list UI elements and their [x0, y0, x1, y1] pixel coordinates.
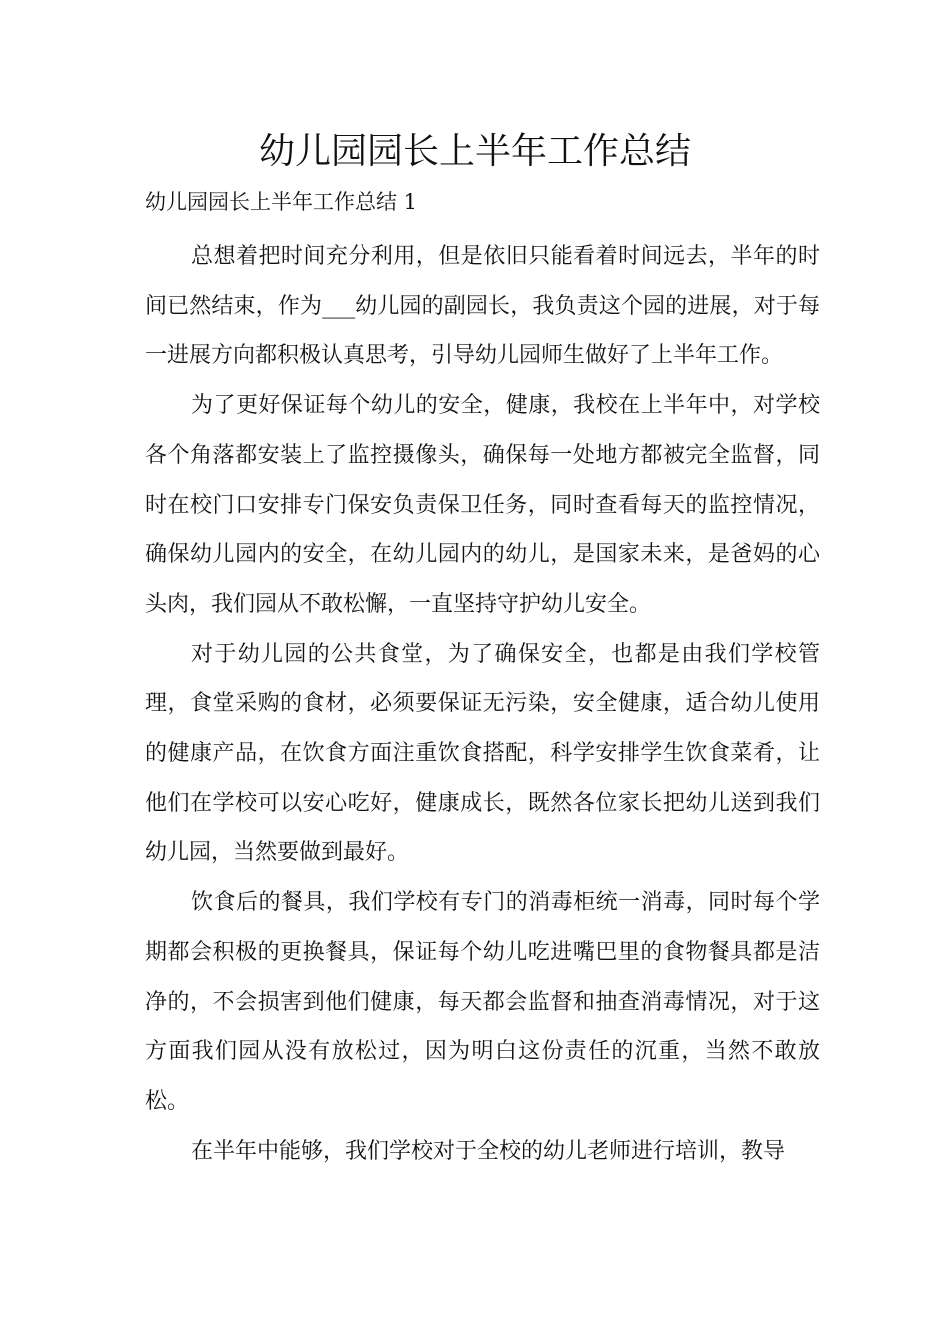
paragraph-3: 对于幼儿园的公共食堂，为了确保安全，也都是由我们学校管理，食堂采购的食材，必须要保证无污染，安全健康，适合幼儿使用的健康产品，在饮食方面注重饮食搭配，科学安排学生饮食菜肴，让他们在学校可以安心吃好，健康成长，既然各位家长把幼儿送到我们幼儿园，当然要做到最好。: [145, 641, 820, 866]
paragraph-2: 为了更好保证每个幼儿的安全，健康，我校在上半年中，对学校各个角落都安装上了监控摄像头，确保每一处地方都被完全监督，同时在校门口安排专门保安负责保卫任务，同时查看每天的监控情况，确保幼儿园内的安全，在幼儿园内的幼儿，是国家未来，是爸妈的心头肉，我们园从不敢松懈，一直坚持守护幼儿安全。: [145, 393, 820, 617]
document-subtitle: 幼儿园园长上半年工作总结 1: [145, 190, 418, 214]
document-title: 幼儿园园长上半年工作总结: [258, 131, 691, 172]
document-body: [145, 232, 820, 1176]
paragraph-1: 总想着把时间充分利用，但是依旧只能看着时间远去，半年的时间已然结束，作为___幼儿园的副园长，我负责这个园的进展，对于每一进展方向都积极认真思考，引导幼儿园师生做好了上半年工作。: [145, 244, 820, 369]
paragraph-4: 饮食后的餐具，我们学校有专门的消毒柜统一消毒，同时每个学期都会积极的更换餐具，保证每个幼儿吃进嘴巴里的食物餐具都是洁净的，不会损害到他们健康，每天都会监督和抽查消毒情况，对于这方面我们园从没有放松过，因为明白这份责任的沉重，当然不敢放松。: [145, 890, 820, 1114]
paragraph-5: 在半年中能够，我们学校对于全校的幼儿老师进行培训，教导: [191, 1138, 786, 1164]
